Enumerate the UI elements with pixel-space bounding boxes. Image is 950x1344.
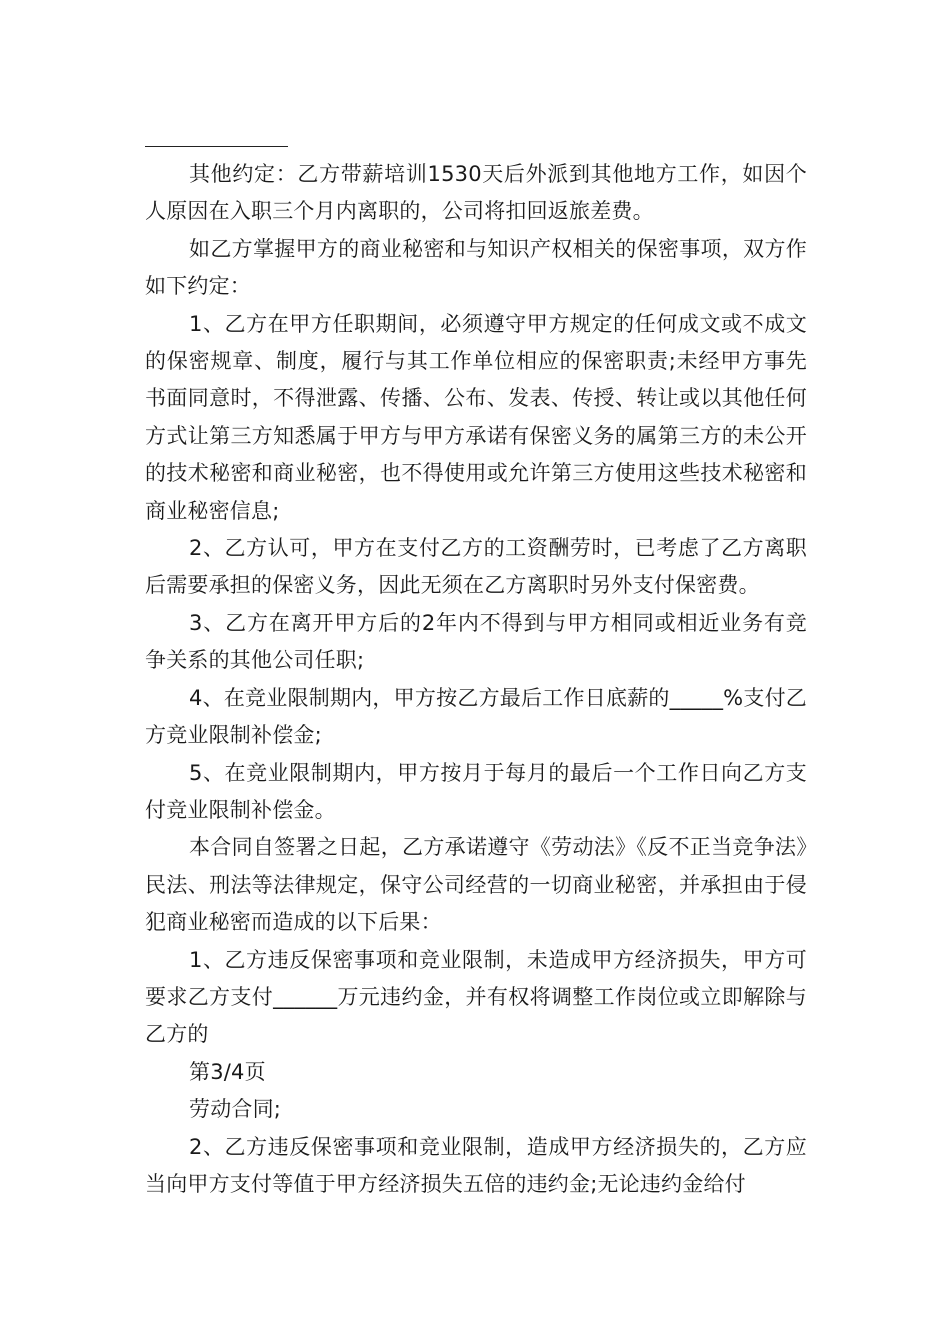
paragraph-consequence-1: 1、乙方违反保密事项和竞业限制，未造成甲方经济损失，甲方可要求乙方支付______万元违约金，并有权将调整工作岗位或立即解除与乙方的 (145, 947, 807, 1047)
blank-underline (145, 146, 288, 147)
paragraph-clause-3: 3、乙方在离开甲方后的2年内不得到与甲方相同或相近业务有竞争关系的其他公司任职; (145, 610, 807, 673)
paragraph-clause-2: 2、乙方认可，甲方在支付乙方的工资酬劳时，已考虑了乙方离职后需要承担的保密义务，因此无须在乙方离职时另外支付保密费。 (145, 536, 807, 598)
paragraph-clause-1: 1、乙方在甲方任职期间，必须遵守甲方规定的任何成文或不成文的保密规章、制度，履行与其工作单位相应的保密职责;未经甲方事先书面同意时，不得泄露、传播、公布、发表、传授、转让或以其他任何方式让第三方知悉属于甲方与甲方承诺有保密义务的属第三方的未公开的技术秘密和商业秘密，也不得使用或允许第三方使用这些技术秘密和商业秘密信息; (145, 311, 807, 523)
page-number: 第3/4页 (189, 1059, 266, 1084)
paragraph-confidentiality-intro: 如乙方掌握甲方的商业秘密和与知识产权相关的保密事项，双方作如下约定： (145, 236, 807, 299)
paragraph-other-agreement: 其他约定：乙方带薪培训1530天后外派到其他地方工作，如因个人原因在入职三个月内离职的，公司将扣回返旅差费。 (145, 162, 807, 224)
paragraph-consequence-2: 2、乙方违反保密事项和竞业限制，造成甲方经济损失的，乙方应当向甲方支付等值于甲方经济损失五倍的违约金;无论违约金给付 (145, 1134, 807, 1196)
document-body (145, 156, 807, 1203)
paragraph-clause-5: 5、在竞业限制期内，甲方按月于每月的最后一个工作日向乙方支付竞业限制补偿金。 (145, 760, 807, 822)
paragraph-labor-contract: 劳动合同; (189, 1097, 282, 1122)
paragraph-clause-4: 4、在竞业限制期内，甲方按乙方最后工作日底薪的_____%支付乙方竞业限制补偿金; (145, 685, 807, 748)
paragraph-contract-commitment: 本合同自签署之日起，乙方承诺遵守《劳动法》《反不正当竞争法》民法、刑法等法律规定，保守公司经营的一切商业秘密，并承担由于侵犯商业秘密而造成的以下后果： (145, 835, 807, 935)
